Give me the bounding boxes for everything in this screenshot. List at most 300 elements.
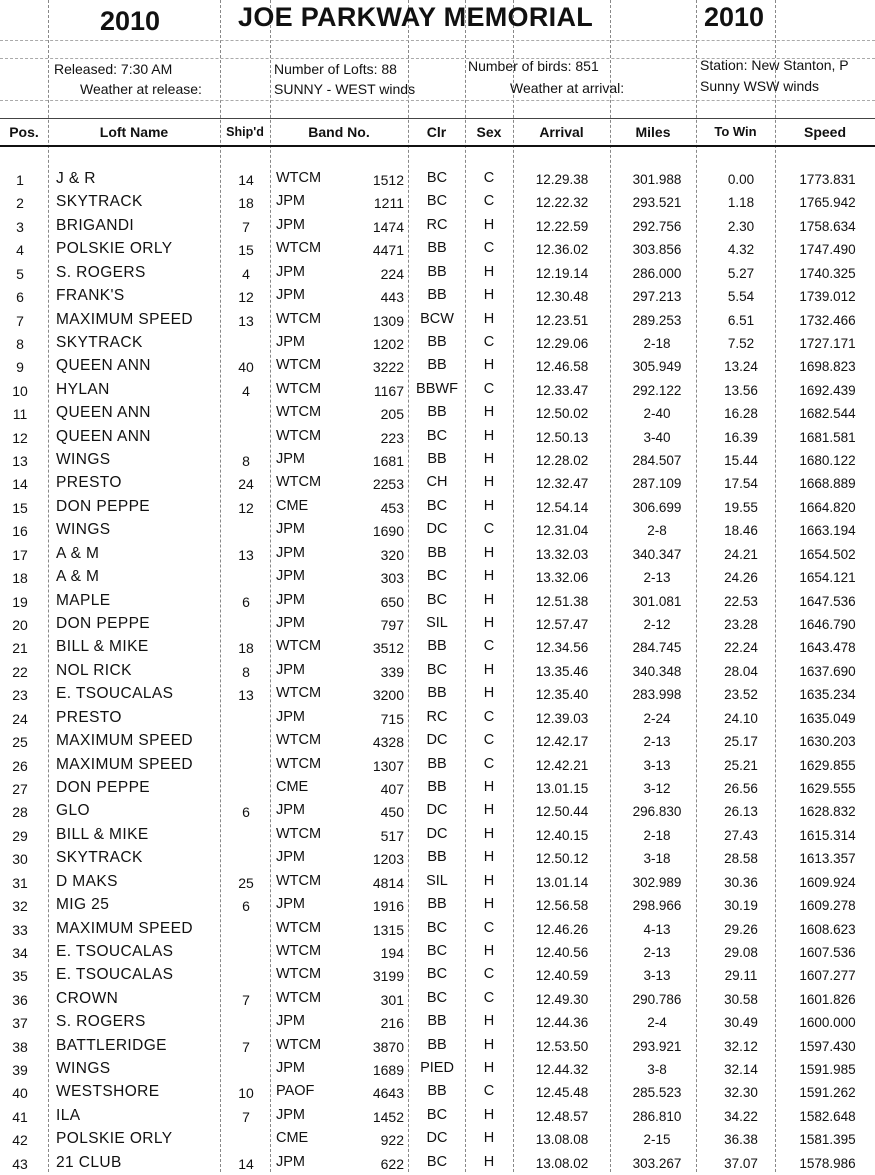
col-header-band: Band No. <box>308 124 370 140</box>
miles: 2-4 <box>647 1015 667 1031</box>
table-row <box>0 1081 875 1104</box>
position: 18 <box>12 570 28 587</box>
table-row <box>0 941 875 964</box>
arrival-time: 12.50.13 <box>535 429 589 445</box>
arrival-time: 13.32.03 <box>535 546 589 562</box>
bird-color: RC <box>426 708 448 725</box>
year-left: 2010 <box>100 6 161 36</box>
bird-sex: H <box>483 661 495 678</box>
speed: 1613.357 <box>799 851 856 867</box>
loft-name: BRIGANDI <box>56 216 135 234</box>
weather-release-label: Weather at release: <box>80 81 202 97</box>
arrival-time: 12.29.38 <box>535 172 589 187</box>
miles: 284.745 <box>632 640 682 656</box>
position: 40 <box>12 1085 28 1102</box>
speed: 1727.171 <box>799 335 856 351</box>
table-row <box>0 1035 875 1058</box>
loft-name: ILA <box>56 1106 81 1124</box>
loft-name: DON PEPPE <box>56 615 151 633</box>
band-org: JPM <box>276 216 305 233</box>
position: 26 <box>12 757 28 774</box>
loft-name: QUEEN ANN <box>56 427 151 445</box>
bird-sex: H <box>483 615 495 632</box>
position: 43 <box>12 1155 28 1172</box>
shipped-count: 13 <box>238 546 254 563</box>
arrival-time: 12.32.47 <box>535 476 589 492</box>
speed: 1607.536 <box>799 944 856 960</box>
to-win: 30.19 <box>724 898 758 914</box>
miles: 298.966 <box>632 898 682 914</box>
weather-at-release: SUNNY - WEST winds <box>274 81 416 97</box>
bird-sex: H <box>483 825 495 842</box>
bird-sex: C <box>483 240 495 257</box>
shipped-count: 6 <box>242 804 250 821</box>
band-number: 205 <box>380 406 404 423</box>
released-time: Released: 7:30 AM <box>54 61 173 77</box>
miles: 293.921 <box>632 1038 682 1054</box>
band-org: CME <box>276 497 309 514</box>
to-win: 36.38 <box>724 1132 758 1148</box>
arrival-time: 12.40.56 <box>535 944 589 960</box>
miles: 2-18 <box>643 827 671 843</box>
bird-sex: H <box>483 1130 495 1147</box>
band-number: 650 <box>380 593 404 610</box>
table-row <box>0 988 875 1011</box>
miles: 4-13 <box>643 921 671 937</box>
table-row <box>0 754 875 777</box>
bird-color: CH <box>426 474 448 491</box>
band-number: 453 <box>380 499 404 516</box>
bird-color: BC <box>426 193 448 210</box>
to-win: 1.18 <box>727 195 755 211</box>
band-number: 797 <box>380 617 404 634</box>
loft-name: POLSKIE ORLY <box>56 1130 173 1148</box>
shipped-count: 4 <box>242 382 250 399</box>
miles: 296.830 <box>632 804 682 820</box>
bird-sex: H <box>483 451 495 468</box>
arrival-time: 12.36.02 <box>535 242 589 258</box>
table-row <box>0 683 875 706</box>
table-row <box>0 309 875 332</box>
shipped-count: 15 <box>238 242 254 259</box>
bird-sex: C <box>483 380 495 397</box>
speed: 1600.000 <box>799 1015 856 1031</box>
shipped-count: 13 <box>238 687 254 704</box>
band-number: 1203 <box>372 851 404 868</box>
bird-sex: H <box>483 778 495 795</box>
bird-sex: C <box>483 193 495 210</box>
loft-name: D MAKS <box>56 872 118 890</box>
band-number: 443 <box>380 289 404 306</box>
results-table <box>0 168 875 1175</box>
table-row <box>0 707 875 730</box>
speed: 1654.502 <box>799 546 856 562</box>
to-win: 26.13 <box>724 804 758 820</box>
loft-name: 21 CLUB <box>56 1153 122 1171</box>
table-row <box>0 918 875 941</box>
table-row <box>0 871 875 894</box>
miles: 2-12 <box>643 617 671 633</box>
table-row <box>0 519 875 542</box>
table-row <box>0 215 875 238</box>
arrival-time: 12.34.56 <box>535 640 589 656</box>
to-win: 15.44 <box>724 453 758 469</box>
loft-name: FRANK'S <box>56 287 125 305</box>
loft-name: J & R <box>56 170 96 187</box>
position: 8 <box>16 335 24 352</box>
miles: 340.348 <box>632 663 682 679</box>
loft-name: GLO <box>56 802 90 820</box>
speed: 1581.395 <box>799 1132 856 1148</box>
band-number: 517 <box>380 827 404 844</box>
band-org: WTCM <box>276 825 322 842</box>
band-number: 1167 <box>373 382 404 399</box>
arrival-time: 12.46.26 <box>535 921 589 937</box>
band-number: 407 <box>380 780 404 797</box>
table-row <box>0 332 875 355</box>
speed: 1668.889 <box>799 476 856 492</box>
position: 36 <box>12 991 28 1008</box>
shipped-count: 24 <box>238 476 254 493</box>
loft-name: DON PEPPE <box>56 497 151 515</box>
band-number: 224 <box>380 265 404 282</box>
miles: 303.267 <box>632 1155 682 1171</box>
miles: 286.000 <box>632 265 682 281</box>
bird-color: BB <box>427 357 447 374</box>
band-number: 3200 <box>372 687 404 704</box>
band-number: 1211 <box>373 195 404 212</box>
arrival-time: 12.42.21 <box>535 757 589 773</box>
band-org: JPM <box>276 263 305 280</box>
arrival-time: 12.40.59 <box>535 968 589 984</box>
arrival-time: 12.50.12 <box>535 851 589 867</box>
speed: 1630.203 <box>799 734 856 750</box>
bird-color: BC <box>426 966 448 983</box>
speed: 1732.466 <box>799 312 856 328</box>
speed: 1601.826 <box>799 991 856 1007</box>
bird-sex: H <box>483 872 495 889</box>
table-row <box>0 379 875 402</box>
bird-color: BB <box>427 849 447 866</box>
band-org: JPM <box>276 591 305 608</box>
to-win: 2.30 <box>727 218 755 234</box>
number-of-lofts: Number of Lofts: 88 <box>274 61 397 77</box>
table-row <box>0 730 875 753</box>
shipped-count: 4 <box>242 265 250 282</box>
bird-sex: H <box>483 942 495 959</box>
bird-sex: H <box>483 1106 495 1123</box>
band-number: 1474 <box>372 218 404 235</box>
to-win: 5.54 <box>727 289 755 305</box>
bird-sex: C <box>483 521 495 538</box>
bird-color: BB <box>427 638 447 655</box>
to-win: 30.49 <box>724 1015 758 1031</box>
band-org: WTCM <box>276 170 322 186</box>
to-win: 29.08 <box>724 944 758 960</box>
band-number: 303 <box>380 570 404 587</box>
band-number: 922 <box>380 1132 404 1149</box>
shipped-count: 12 <box>238 499 254 516</box>
miles: 2-8 <box>647 523 667 539</box>
band-number: 4471 <box>372 242 404 259</box>
speed: 1582.648 <box>799 1108 856 1124</box>
shipped-count: 6 <box>242 593 250 610</box>
position: 37 <box>12 1015 28 1032</box>
band-org: JPM <box>276 615 305 632</box>
speed: 1773.831 <box>799 172 856 187</box>
band-org: JPM <box>276 1153 305 1170</box>
band-org: JPM <box>276 451 305 468</box>
band-number: 1315 <box>372 921 404 938</box>
miles: 2-13 <box>643 734 671 750</box>
bird-color: BB <box>427 1013 447 1030</box>
shipped-count: 13 <box>238 312 254 329</box>
arrival-time: 13.01.15 <box>535 780 589 796</box>
position: 24 <box>12 710 28 727</box>
band-org: WTCM <box>276 685 322 702</box>
speed: 1591.985 <box>799 1062 856 1078</box>
to-win: 18.46 <box>724 523 758 539</box>
band-org: JPM <box>276 661 305 678</box>
arrival-time: 12.39.03 <box>535 710 589 726</box>
bird-color: BB <box>427 263 447 280</box>
miles: 3-40 <box>643 429 671 445</box>
loft-name: QUEEN ANN <box>56 404 151 422</box>
miles: 283.998 <box>632 687 682 703</box>
position: 19 <box>12 593 28 610</box>
loft-name: QUEEN ANN <box>56 357 151 375</box>
band-number: 450 <box>380 804 404 821</box>
band-org: WTCM <box>276 755 322 772</box>
band-org: JPM <box>276 896 305 913</box>
to-win: 6.51 <box>727 312 755 328</box>
band-number: 3870 <box>372 1038 404 1055</box>
bird-sex: H <box>483 263 495 280</box>
speed: 1647.536 <box>799 593 856 609</box>
bird-sex: H <box>483 474 495 491</box>
position: 34 <box>12 944 28 961</box>
loft-name: MAXIMUM SPEED <box>56 732 193 750</box>
loft-name: SKYTRACK <box>56 849 143 867</box>
position: 22 <box>12 663 28 680</box>
to-win: 24.21 <box>724 546 758 562</box>
bird-color: BC <box>426 989 448 1006</box>
speed: 1664.820 <box>799 499 856 515</box>
number-of-birds: Number of birds: 851 <box>468 58 599 74</box>
to-win: 7.52 <box>727 335 755 351</box>
shipped-count: 8 <box>242 453 250 470</box>
arrival-time: 12.50.44 <box>535 804 589 820</box>
to-win: 22.53 <box>724 593 758 609</box>
table-row <box>0 777 875 800</box>
bird-sex: H <box>483 1060 495 1077</box>
shipped-count: 18 <box>238 195 254 212</box>
bird-sex: H <box>483 591 495 608</box>
band-org: WTCM <box>276 357 322 374</box>
position: 3 <box>16 218 24 235</box>
table-row <box>0 426 875 449</box>
table-row <box>0 285 875 308</box>
bird-sex: C <box>483 170 495 186</box>
bird-sex: H <box>483 685 495 702</box>
speed: 1591.262 <box>799 1085 856 1101</box>
miles: 301.081 <box>632 593 682 609</box>
table-row <box>0 168 875 191</box>
band-org: JPM <box>276 287 305 304</box>
loft-name: BILL & MIKE <box>56 638 149 656</box>
band-number: 3199 <box>372 968 404 985</box>
band-number: 1202 <box>372 335 404 352</box>
col-header-pos: Pos. <box>9 124 39 140</box>
position: 2 <box>16 195 24 212</box>
bird-sex: H <box>483 427 495 444</box>
table-row <box>0 1105 875 1128</box>
bird-sex: H <box>483 310 495 327</box>
miles: 292.122 <box>632 382 682 398</box>
arrival-time: 12.22.59 <box>535 218 589 234</box>
miles: 284.507 <box>632 453 682 469</box>
speed: 1758.634 <box>799 218 856 234</box>
col-header-loft: Loft Name <box>99 124 169 140</box>
arrival-time: 12.54.14 <box>535 499 589 515</box>
position: 31 <box>12 874 28 891</box>
loft-name: MAXIMUM SPEED <box>56 310 193 328</box>
position: 5 <box>16 265 24 282</box>
bird-color: SIL <box>426 872 448 889</box>
band-number: 3512 <box>372 640 404 657</box>
arrival-time: 13.35.46 <box>535 663 589 679</box>
bird-color: BC <box>426 170 448 186</box>
bird-sex: C <box>483 732 495 749</box>
loft-name: WINGS <box>56 451 111 469</box>
band-number: 1309 <box>372 312 404 329</box>
bird-color: BB <box>427 404 447 421</box>
bird-sex: H <box>483 287 495 304</box>
table-row <box>0 636 875 659</box>
bird-sex: H <box>483 802 495 819</box>
shipped-count: 8 <box>242 663 250 680</box>
speed: 1637.690 <box>799 663 856 679</box>
to-win: 13.56 <box>724 382 758 398</box>
table-row <box>0 238 875 261</box>
shipped-count: 25 <box>238 874 254 891</box>
bird-sex: C <box>483 333 495 350</box>
to-win: 32.30 <box>724 1085 758 1101</box>
speed: 1682.544 <box>799 406 856 422</box>
table-row <box>0 800 875 823</box>
band-org: CME <box>276 1130 309 1147</box>
speed: 1628.832 <box>799 804 856 820</box>
bird-sex: H <box>483 216 495 233</box>
col-header-shipped: Ship'd <box>226 125 264 139</box>
speed: 1609.278 <box>799 898 856 914</box>
bird-color: BC <box>426 568 448 585</box>
col-header-to-win: To Win <box>714 124 757 139</box>
table-row <box>0 543 875 566</box>
table-row <box>0 262 875 285</box>
position: 11 <box>12 406 28 423</box>
band-org: JPM <box>276 544 305 561</box>
band-org: JPM <box>276 1013 305 1030</box>
speed: 1663.194 <box>799 523 856 539</box>
band-org: JPM <box>276 1106 305 1123</box>
band-number: 1512 <box>372 172 404 188</box>
miles: 303.856 <box>632 242 682 258</box>
miles: 2-13 <box>643 944 671 960</box>
arrival-time: 12.31.04 <box>535 523 589 539</box>
to-win: 4.32 <box>727 242 755 258</box>
to-win: 26.56 <box>724 780 758 796</box>
table-row <box>0 355 875 378</box>
shipped-count: 14 <box>238 172 254 188</box>
miles: 340.347 <box>632 546 682 562</box>
speed: 1578.986 <box>799 1155 856 1171</box>
position: 39 <box>12 1062 28 1079</box>
band-number: 4328 <box>372 734 404 751</box>
table-row <box>0 590 875 613</box>
loft-name: BILL & MIKE <box>56 825 149 843</box>
band-org: JPM <box>276 193 305 210</box>
table-row <box>0 1011 875 1034</box>
position: 35 <box>12 968 28 985</box>
col-header-color: Clr <box>426 124 447 140</box>
bird-color: DC <box>426 802 448 819</box>
to-win: 13.24 <box>724 359 758 375</box>
bird-sex: C <box>483 989 495 1006</box>
arrival-time: 13.08.02 <box>535 1155 589 1171</box>
to-win: 37.07 <box>724 1155 758 1171</box>
miles: 2-18 <box>643 335 671 351</box>
band-org: CME <box>276 778 309 795</box>
miles: 306.699 <box>632 499 682 515</box>
position: 16 <box>12 523 28 540</box>
speed: 1609.924 <box>799 874 856 890</box>
position: 32 <box>12 898 28 915</box>
table-row <box>0 1058 875 1081</box>
bird-color: BB <box>427 333 447 350</box>
loft-name: SKYTRACK <box>56 333 143 351</box>
page-title: JOE PARKWAY MEMORIAL <box>238 2 594 32</box>
band-number: 216 <box>380 1015 404 1032</box>
loft-name: POLSKIE ORLY <box>56 240 173 258</box>
bird-sex: H <box>483 357 495 374</box>
arrival-time: 12.30.48 <box>535 289 589 305</box>
loft-name: E. TSOUCALAS <box>56 685 174 703</box>
col-header-arrival: Arrival <box>539 124 584 140</box>
bird-sex: C <box>483 708 495 725</box>
speed: 1765.942 <box>799 195 856 211</box>
table-row <box>0 824 875 847</box>
arrival-time: 12.40.15 <box>535 827 589 843</box>
band-org: JPM <box>276 521 305 538</box>
miles: 3-18 <box>643 851 671 867</box>
position: 29 <box>12 827 28 844</box>
shipped-count: 18 <box>238 640 254 657</box>
table-row <box>0 1128 875 1151</box>
shipped-count: 7 <box>242 1038 250 1055</box>
bird-color: BC <box>426 497 448 514</box>
to-win: 16.39 <box>724 429 758 445</box>
shipped-count: 7 <box>242 1108 250 1125</box>
band-number: 2253 <box>372 476 404 493</box>
loft-name: A & M <box>56 568 100 586</box>
to-win: 34.22 <box>724 1108 758 1124</box>
loft-name: E. TSOUCALAS <box>56 942 174 960</box>
bird-color: BB <box>427 685 447 702</box>
table-row <box>0 613 875 636</box>
loft-name: DON PEPPE <box>56 778 151 796</box>
arrival-time: 13.32.06 <box>535 570 589 586</box>
